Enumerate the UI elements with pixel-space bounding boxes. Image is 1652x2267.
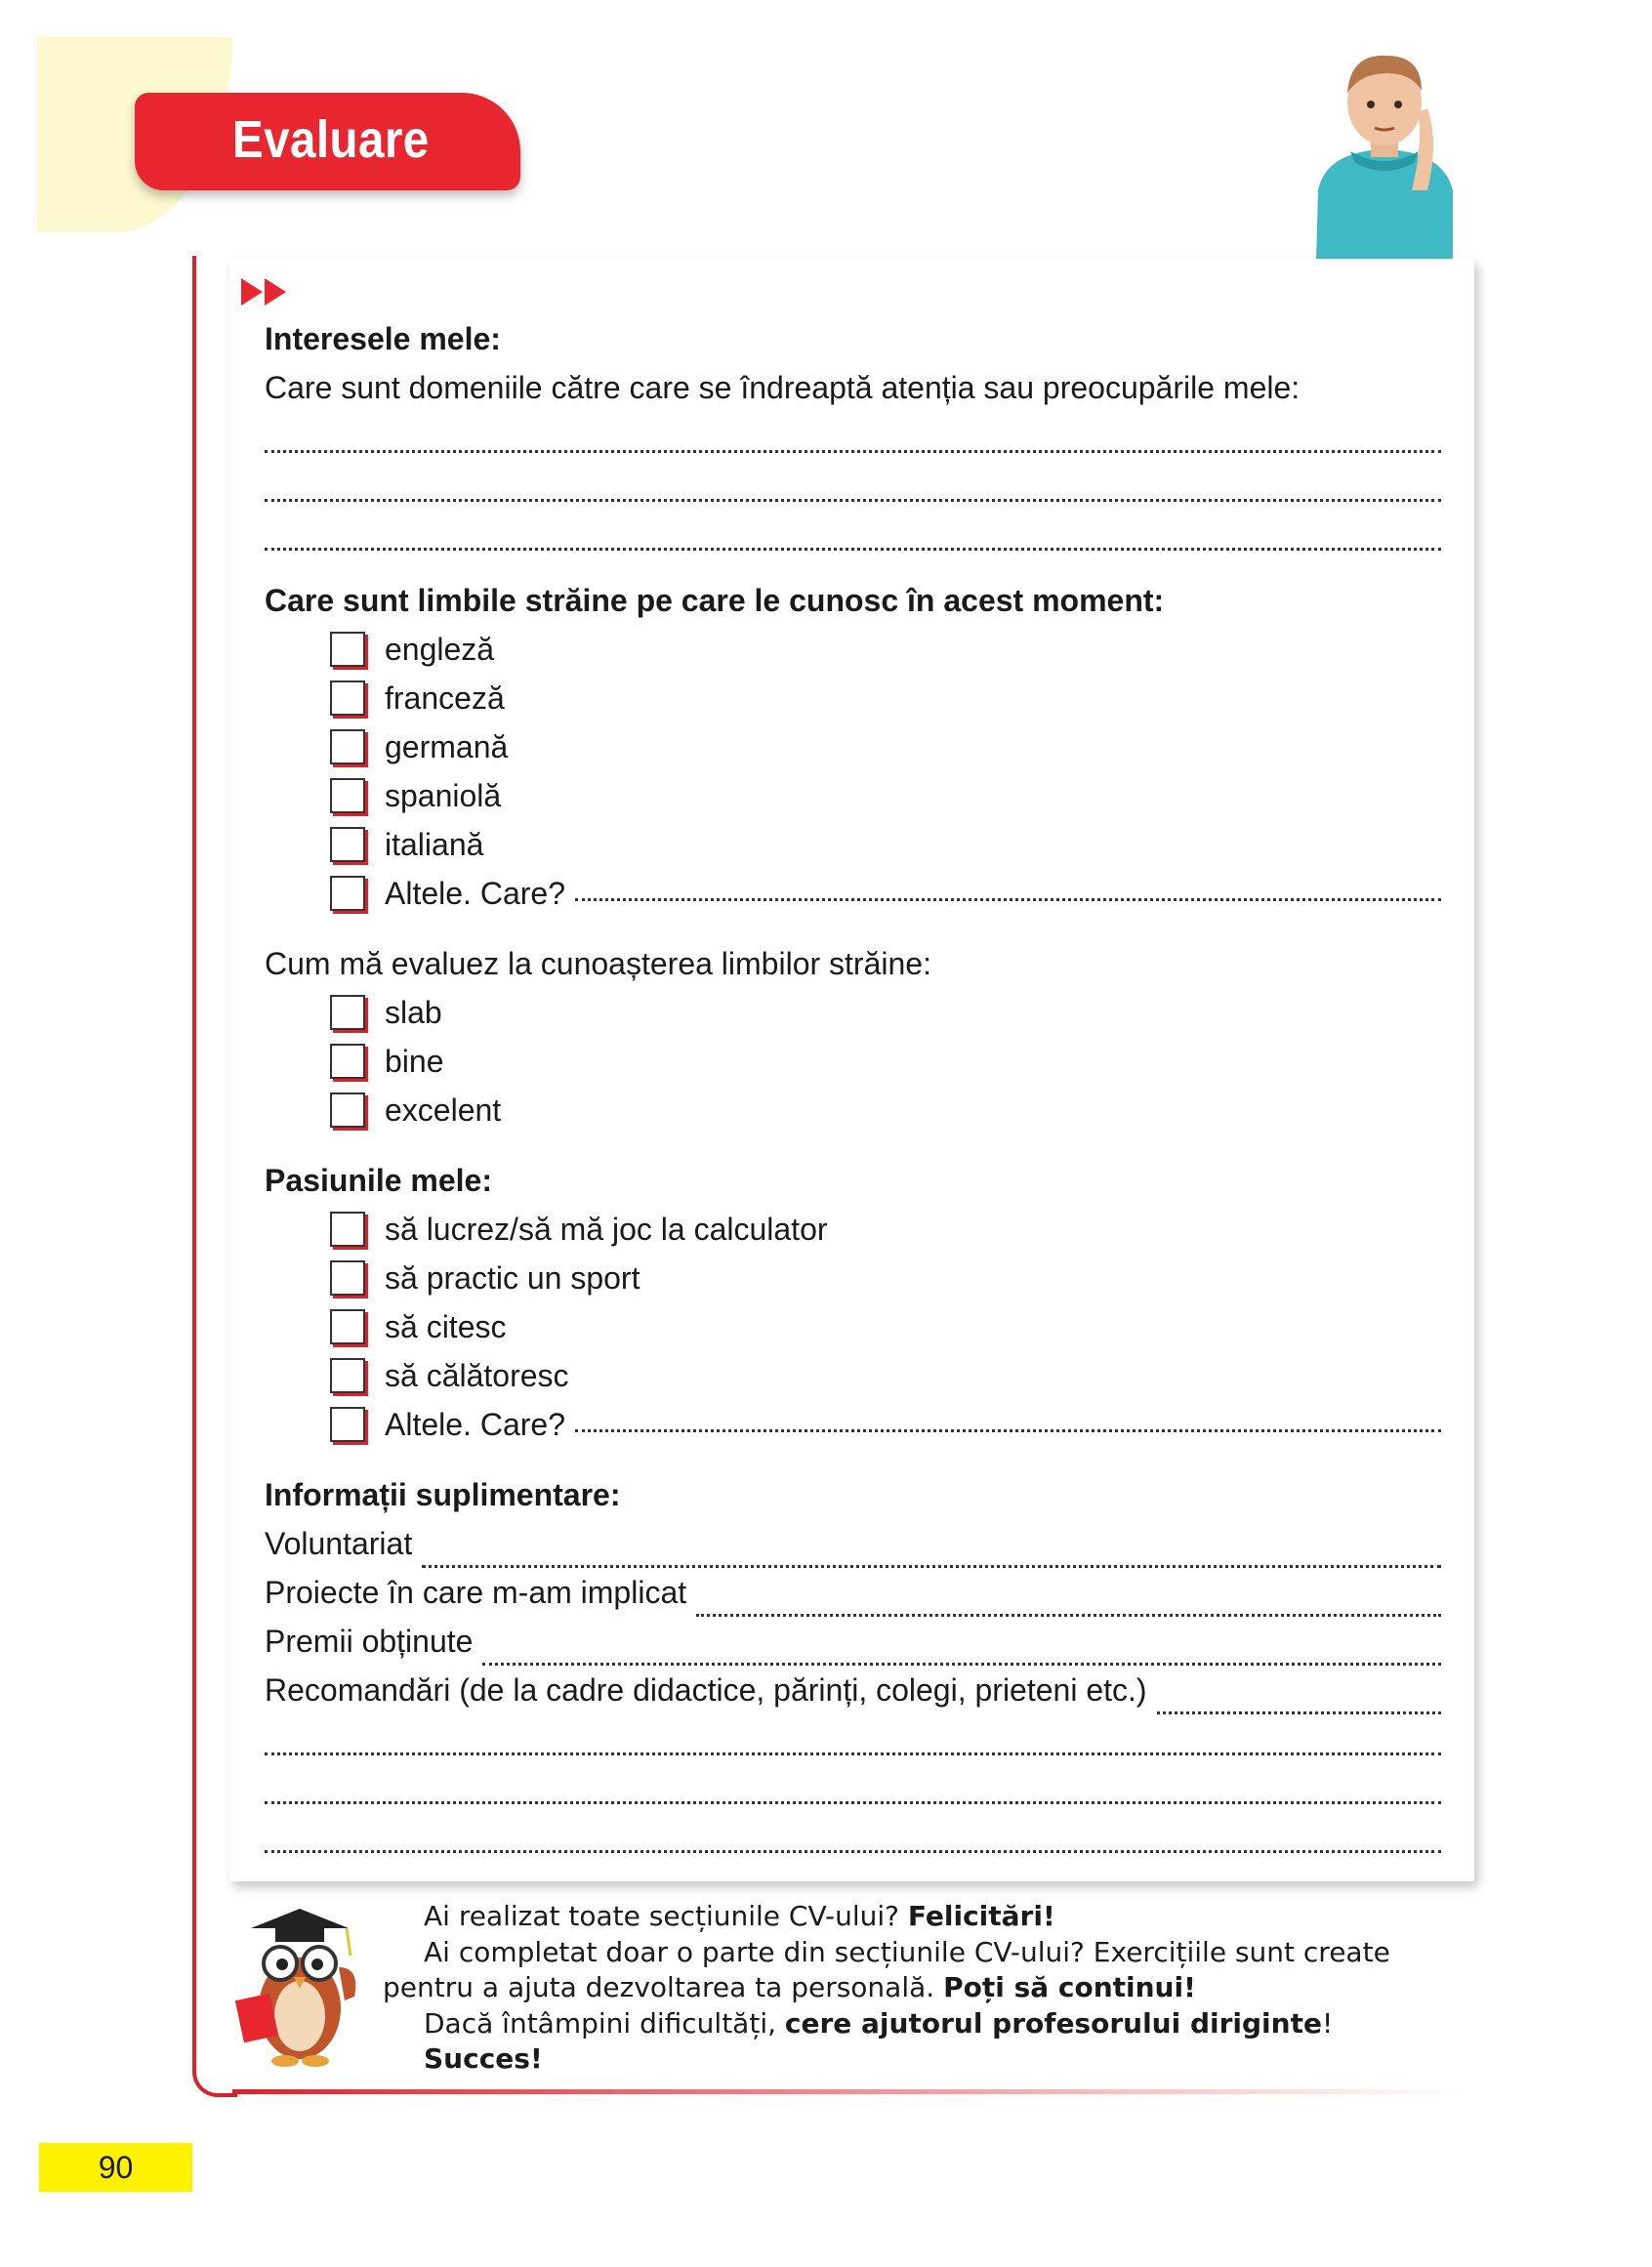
checkbox[interactable]	[330, 1092, 365, 1128]
interests-question: Care sunt domeniile către care se îndreaptă atenția sau preocupările mele:	[265, 370, 1301, 405]
checkbox[interactable]	[330, 1044, 365, 1079]
answer-line[interactable]	[265, 453, 1441, 502]
language-option-other[interactable]: Altele. Care?	[330, 869, 1441, 918]
checkbox[interactable]	[330, 1212, 365, 1247]
double-arrow-icon	[241, 278, 290, 306]
checkbox[interactable]	[330, 1309, 365, 1344]
level-option[interactable]: bine	[330, 1037, 1441, 1086]
answer-line[interactable]	[696, 1579, 1441, 1617]
extra-field: Voluntariat	[265, 1519, 1441, 1568]
red-frame-line	[192, 256, 237, 2097]
language-option[interactable]: engleză	[330, 625, 1441, 674]
level-option[interactable]: slab	[330, 988, 1441, 1037]
passions-heading: Pasiunile mele:	[265, 1163, 492, 1198]
checkbox[interactable]	[330, 876, 365, 911]
answer-line[interactable]	[575, 869, 1441, 901]
extra-heading: Informații suplimentare:	[265, 1477, 621, 1512]
answer-line[interactable]	[265, 404, 1441, 453]
passion-option[interactable]: să citesc	[330, 1302, 1441, 1351]
bottom-divider	[232, 2089, 1463, 2094]
answer-line[interactable]	[265, 502, 1441, 551]
checkbox[interactable]	[330, 827, 365, 862]
language-option[interactable]: germană	[330, 722, 1441, 771]
checkbox[interactable]	[330, 729, 365, 764]
checkbox[interactable]	[330, 1407, 365, 1442]
self-eval-question: Cum mă evaluez la cunoașterea limbilor străine:	[265, 946, 931, 981]
page-number: 90	[39, 2143, 192, 2192]
owl-illustration	[231, 1899, 368, 2070]
answer-line[interactable]	[265, 1707, 1441, 1755]
extra-field: Premii obținute	[265, 1617, 1441, 1666]
passion-option[interactable]: să lucrez/să mă joc la calculator	[330, 1205, 1441, 1254]
language-option[interactable]: italiană	[330, 820, 1441, 869]
answer-line[interactable]	[265, 1755, 1441, 1804]
checkbox[interactable]	[330, 995, 365, 1030]
boy-illustration	[1297, 44, 1472, 261]
checkbox[interactable]	[330, 680, 365, 716]
checkbox[interactable]	[330, 778, 365, 813]
checkbox[interactable]	[330, 1358, 365, 1393]
checkbox[interactable]	[330, 632, 365, 667]
answer-line[interactable]	[482, 1628, 1441, 1666]
checkbox[interactable]	[330, 1260, 365, 1296]
language-option[interactable]: spaniolă	[330, 771, 1441, 820]
extra-field: Proiecte în care m-am implicat	[265, 1568, 1441, 1617]
level-option[interactable]: excelent	[330, 1086, 1441, 1134]
language-option[interactable]: franceză	[330, 674, 1441, 722]
answer-line[interactable]	[422, 1530, 1441, 1568]
extra-field: Recomandări (de la cadre didactice, părinți, colegi, prieteni etc.)	[265, 1666, 1441, 1714]
languages-heading: Care sunt limbile străine pe care le cunosc în acest moment:	[265, 583, 1165, 618]
page-title: Evaluare	[232, 110, 430, 169]
answer-line[interactable]	[575, 1400, 1441, 1432]
passion-option-other[interactable]: Altele. Care?	[330, 1400, 1441, 1449]
passion-option[interactable]: să călătoresc	[330, 1351, 1441, 1400]
interests-heading: Interesele mele:	[265, 321, 501, 356]
answer-line[interactable]	[265, 1804, 1441, 1853]
passion-option[interactable]: să practic un sport	[330, 1254, 1441, 1302]
form-content	[265, 314, 1441, 1861]
closing-message: Ai realizat toate secțiunile CV-ului? Felicitări! Ai completat doar o parte din secțiunile CV-ului? Exercițiile sunt create pentru a ajuta dezvoltarea ta personală. Poți să continui! Dacă întâmpini dificultăți, cere ajutorul profesorului diriginte! Succes!	[383, 1900, 1390, 2075]
